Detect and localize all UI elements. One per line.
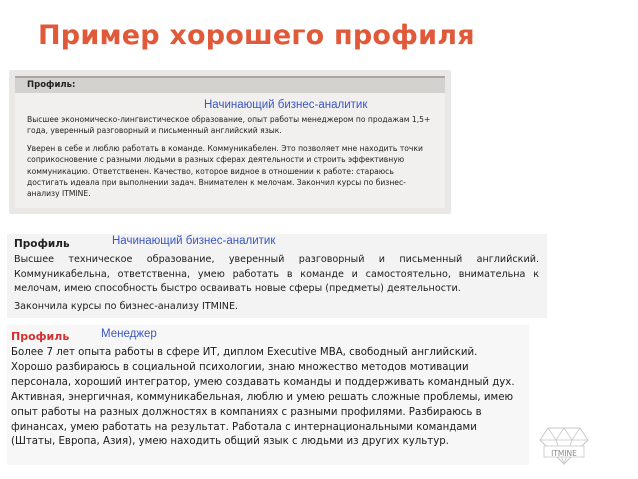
- page-title: Пример хорошего профиля: [38, 20, 475, 51]
- card-paragraph: Высшее экономическо-лингвистическое образование, опыт работы менеджером по продажам 1,5+ года, уверенный разговорный и письменный английский язык.: [27, 115, 431, 136]
- card-header: Профиль: [14, 238, 70, 250]
- card-paragraph: Закончила курсы по бизнес-анализу ITMINE.: [14, 301, 239, 312]
- diamond-icon: [536, 414, 592, 470]
- logo-text: ITMINE: [551, 449, 577, 458]
- role-tag: Начинающий бизнес-аналитик: [112, 235, 276, 247]
- card-paragraph: [11, 346, 519, 450]
- role-tag: Начинающий бизнес-аналитик: [204, 99, 368, 111]
- paragraph-end: . Хорошо разбираюсь в социальной психологии, знаю множество методов мотивации персонала, хороший интегратор, умею создавать команды и поддерживать командный дух. Активная, энергичная, коммуникабельная, люблю и умею решать сложные проблемы, имею опыт работы на разных должностях в компаниях с разными профилями. Разбираюсь в финансах, умею работать на результат. Работала с интернациональными командами (Штаты, Европа, Азия), умею находить общий язык с людьми из других культур.: [11, 347, 515, 448]
- card-paragraph: Высшее техническое образование, уверенный разговорный и письменный английский. Коммуникабельна, ответственна, умею работать в команде и самостоятельно, внимательна к мелочам, имею способность быстро осваивать новые сферы (предметы) деятельности.: [14, 254, 539, 294]
- role-tag: Менеджер: [101, 328, 157, 340]
- card-header: Профиль:: [27, 80, 76, 90]
- card-paragraph: Уверен в себе и люблю работать в команде. Коммуникабелен. Это позволяет мне находить точки соприкосновение с разными людьми в разных сферах деятельности и строить эффективную коммуникацию. Ответственен. Качество, которое видное в отношении к работе: стараюсь достигать идеала при выполнении задач. Внимателен к мелочам. Закончил курсы по бизнес-анализу ITMINE.: [27, 144, 423, 199]
- card-header-bar: [15, 76, 445, 93]
- card-header: Профиль: [11, 330, 70, 343]
- paragraph-start: Более 7 лет опыта работы в сфере ИТ, диплом Executive MBA,: [11, 347, 350, 358]
- highlighted-text: свободный английский: [349, 347, 475, 358]
